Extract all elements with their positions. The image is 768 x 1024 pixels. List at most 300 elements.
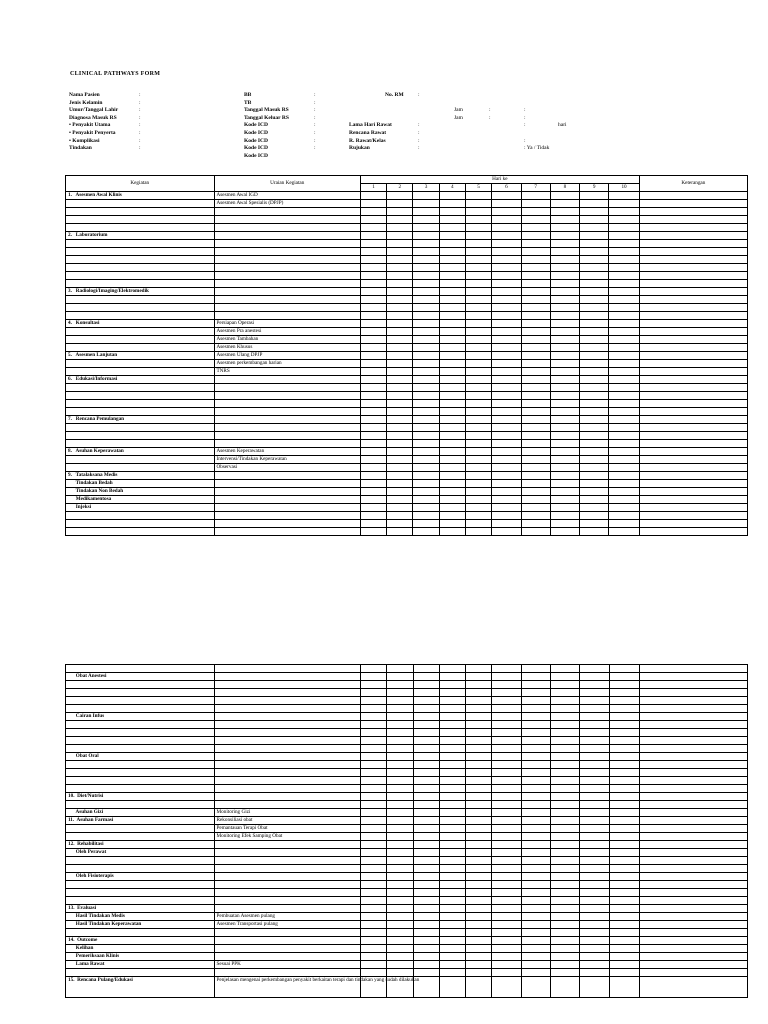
day-checkbox-cell[interactable]	[550, 945, 579, 953]
day-checkbox-cell[interactable]	[465, 240, 491, 248]
day-checkbox-cell[interactable]	[609, 392, 639, 400]
day-checkbox-cell[interactable]	[580, 977, 609, 998]
day-checkbox-cell[interactable]	[439, 937, 465, 945]
day-checkbox-cell[interactable]	[360, 520, 386, 528]
day-checkbox-cell[interactable]	[361, 881, 387, 889]
day-checkbox-cell[interactable]	[492, 520, 521, 528]
day-checkbox-cell[interactable]	[492, 416, 521, 424]
day-checkbox-cell[interactable]	[413, 288, 439, 296]
day-checkbox-cell[interactable]	[492, 224, 521, 232]
day-checkbox-cell[interactable]	[580, 520, 609, 528]
notes-cell[interactable]	[639, 833, 747, 841]
day-checkbox-cell[interactable]	[466, 873, 492, 881]
day-checkbox-cell[interactable]	[413, 312, 439, 320]
day-checkbox-cell[interactable]	[609, 793, 639, 801]
day-checkbox-cell[interactable]	[361, 673, 387, 681]
day-checkbox-cell[interactable]	[439, 785, 465, 793]
day-checkbox-cell[interactable]	[413, 945, 439, 953]
day-checkbox-cell[interactable]	[492, 464, 521, 472]
day-checkbox-cell[interactable]	[609, 745, 639, 753]
day-checkbox-cell[interactable]	[580, 432, 609, 440]
day-checkbox-cell[interactable]	[521, 881, 550, 889]
day-checkbox-cell[interactable]	[413, 721, 439, 729]
day-checkbox-cell[interactable]	[360, 312, 386, 320]
day-checkbox-cell[interactable]	[413, 889, 439, 897]
day-checkbox-cell[interactable]	[550, 793, 579, 801]
day-checkbox-cell[interactable]	[609, 833, 639, 841]
day-checkbox-cell[interactable]	[492, 753, 521, 761]
day-checkbox-cell[interactable]	[609, 272, 639, 280]
day-checkbox-cell[interactable]	[492, 761, 521, 769]
day-checkbox-cell[interactable]	[465, 464, 491, 472]
day-checkbox-cell[interactable]	[439, 432, 465, 440]
day-checkbox-cell[interactable]	[521, 753, 550, 761]
day-checkbox-cell[interactable]	[387, 432, 413, 440]
day-checkbox-cell[interactable]	[521, 464, 550, 472]
day-checkbox-cell[interactable]	[492, 456, 521, 464]
day-checkbox-cell[interactable]	[413, 929, 439, 937]
day-checkbox-cell[interactable]	[361, 793, 387, 801]
day-checkbox-cell[interactable]	[492, 488, 521, 496]
day-checkbox-cell[interactable]	[413, 376, 439, 384]
day-checkbox-cell[interactable]	[360, 480, 386, 488]
notes-cell[interactable]	[639, 849, 747, 857]
day-checkbox-cell[interactable]	[580, 721, 609, 729]
day-checkbox-cell[interactable]	[439, 721, 465, 729]
day-checkbox-cell[interactable]	[609, 336, 639, 344]
day-checkbox-cell[interactable]	[521, 833, 550, 841]
day-checkbox-cell[interactable]	[521, 264, 550, 272]
day-checkbox-cell[interactable]	[550, 865, 579, 873]
day-checkbox-cell[interactable]	[466, 929, 492, 937]
day-checkbox-cell[interactable]	[360, 528, 386, 536]
day-checkbox-cell[interactable]	[609, 432, 639, 440]
day-checkbox-cell[interactable]	[413, 809, 439, 817]
day-checkbox-cell[interactable]	[466, 857, 492, 865]
day-checkbox-cell[interactable]	[413, 713, 439, 721]
day-checkbox-cell[interactable]	[550, 232, 579, 240]
day-checkbox-cell[interactable]	[387, 304, 413, 312]
day-checkbox-cell[interactable]	[413, 857, 439, 865]
day-checkbox-cell[interactable]	[413, 777, 439, 785]
day-checkbox-cell[interactable]	[492, 841, 521, 849]
day-checkbox-cell[interactable]	[521, 673, 550, 681]
day-checkbox-cell[interactable]	[413, 528, 439, 536]
day-checkbox-cell[interactable]	[550, 737, 579, 745]
day-checkbox-cell[interactable]	[439, 681, 465, 689]
day-checkbox-cell[interactable]	[360, 384, 386, 392]
day-checkbox-cell[interactable]	[580, 504, 609, 512]
day-checkbox-cell[interactable]	[465, 328, 491, 336]
day-checkbox-cell[interactable]	[580, 841, 609, 849]
day-checkbox-cell[interactable]	[439, 352, 465, 360]
day-checkbox-cell[interactable]	[465, 232, 491, 240]
day-checkbox-cell[interactable]	[413, 328, 439, 336]
day-checkbox-cell[interactable]	[413, 448, 439, 456]
day-checkbox-cell[interactable]	[609, 977, 639, 998]
day-checkbox-cell[interactable]	[387, 801, 413, 809]
day-checkbox-cell[interactable]	[387, 681, 413, 689]
day-checkbox-cell[interactable]	[609, 256, 639, 264]
day-checkbox-cell[interactable]	[466, 841, 492, 849]
notes-cell[interactable]	[639, 224, 747, 232]
day-checkbox-cell[interactable]	[466, 849, 492, 857]
day-checkbox-cell[interactable]	[465, 424, 491, 432]
day-checkbox-cell[interactable]	[413, 304, 439, 312]
day-checkbox-cell[interactable]	[361, 961, 387, 969]
day-checkbox-cell[interactable]	[609, 464, 639, 472]
day-checkbox-cell[interactable]	[387, 520, 413, 528]
day-checkbox-cell[interactable]	[550, 681, 579, 689]
notes-cell[interactable]	[639, 464, 747, 472]
day-checkbox-cell[interactable]	[439, 713, 465, 721]
notes-cell[interactable]	[639, 512, 747, 520]
day-checkbox-cell[interactable]	[465, 208, 491, 216]
day-checkbox-cell[interactable]	[413, 352, 439, 360]
day-checkbox-cell[interactable]	[580, 729, 609, 737]
day-checkbox-cell[interactable]	[580, 456, 609, 464]
day-checkbox-cell[interactable]	[580, 248, 609, 256]
day-checkbox-cell[interactable]	[439, 689, 465, 697]
day-checkbox-cell[interactable]	[521, 897, 550, 905]
day-checkbox-cell[interactable]	[580, 360, 609, 368]
day-checkbox-cell[interactable]	[550, 296, 579, 304]
day-checkbox-cell[interactable]	[550, 673, 579, 681]
day-checkbox-cell[interactable]	[387, 296, 413, 304]
day-checkbox-cell[interactable]	[387, 488, 413, 496]
day-checkbox-cell[interactable]	[465, 432, 491, 440]
day-checkbox-cell[interactable]	[361, 737, 387, 745]
day-checkbox-cell[interactable]	[465, 472, 491, 480]
day-checkbox-cell[interactable]	[439, 777, 465, 785]
day-checkbox-cell[interactable]	[360, 512, 386, 520]
notes-cell[interactable]	[639, 240, 747, 248]
day-checkbox-cell[interactable]	[580, 793, 609, 801]
day-checkbox-cell[interactable]	[439, 424, 465, 432]
day-checkbox-cell[interactable]	[580, 416, 609, 424]
day-checkbox-cell[interactable]	[609, 472, 639, 480]
day-checkbox-cell[interactable]	[439, 512, 465, 520]
day-checkbox-cell[interactable]	[492, 929, 521, 937]
day-checkbox-cell[interactable]	[609, 865, 639, 873]
day-checkbox-cell[interactable]	[439, 488, 465, 496]
day-checkbox-cell[interactable]	[387, 865, 413, 873]
day-checkbox-cell[interactable]	[466, 689, 492, 697]
day-checkbox-cell[interactable]	[609, 913, 639, 921]
day-checkbox-cell[interactable]	[550, 496, 579, 504]
day-checkbox-cell[interactable]	[580, 312, 609, 320]
day-checkbox-cell[interactable]	[413, 400, 439, 408]
day-checkbox-cell[interactable]	[413, 865, 439, 873]
day-checkbox-cell[interactable]	[413, 681, 439, 689]
notes-cell[interactable]	[639, 376, 747, 384]
day-checkbox-cell[interactable]	[360, 216, 386, 224]
day-checkbox-cell[interactable]	[361, 777, 387, 785]
day-checkbox-cell[interactable]	[521, 344, 550, 352]
day-checkbox-cell[interactable]	[466, 769, 492, 777]
notes-cell[interactable]	[639, 384, 747, 392]
day-checkbox-cell[interactable]	[492, 785, 521, 793]
day-checkbox-cell[interactable]	[492, 368, 521, 376]
day-checkbox-cell[interactable]	[492, 240, 521, 248]
day-checkbox-cell[interactable]	[413, 280, 439, 288]
notes-cell[interactable]	[639, 200, 747, 208]
day-checkbox-cell[interactable]	[466, 881, 492, 889]
day-checkbox-cell[interactable]	[387, 216, 413, 224]
day-checkbox-cell[interactable]	[580, 785, 609, 793]
notes-cell[interactable]	[639, 488, 747, 496]
day-checkbox-cell[interactable]	[609, 873, 639, 881]
day-checkbox-cell[interactable]	[413, 472, 439, 480]
day-checkbox-cell[interactable]	[550, 977, 579, 998]
day-checkbox-cell[interactable]	[521, 456, 550, 464]
day-checkbox-cell[interactable]	[466, 753, 492, 761]
day-checkbox-cell[interactable]	[439, 889, 465, 897]
day-checkbox-cell[interactable]	[580, 376, 609, 384]
day-checkbox-cell[interactable]	[580, 689, 609, 697]
day-checkbox-cell[interactable]	[580, 272, 609, 280]
day-checkbox-cell[interactable]	[439, 873, 465, 881]
day-checkbox-cell[interactable]	[360, 208, 386, 216]
day-checkbox-cell[interactable]	[580, 881, 609, 889]
day-checkbox-cell[interactable]	[439, 472, 465, 480]
day-checkbox-cell[interactable]	[387, 496, 413, 504]
day-checkbox-cell[interactable]	[413, 424, 439, 432]
day-checkbox-cell[interactable]	[492, 873, 521, 881]
day-checkbox-cell[interactable]	[439, 793, 465, 801]
day-checkbox-cell[interactable]	[521, 256, 550, 264]
day-checkbox-cell[interactable]	[580, 953, 609, 961]
day-checkbox-cell[interactable]	[550, 929, 579, 937]
day-checkbox-cell[interactable]	[465, 224, 491, 232]
day-checkbox-cell[interactable]	[439, 921, 465, 929]
day-checkbox-cell[interactable]	[387, 689, 413, 697]
day-checkbox-cell[interactable]	[492, 528, 521, 536]
day-checkbox-cell[interactable]	[550, 969, 579, 977]
day-checkbox-cell[interactable]	[439, 945, 465, 953]
day-checkbox-cell[interactable]	[609, 288, 639, 296]
day-checkbox-cell[interactable]	[439, 977, 465, 998]
day-checkbox-cell[interactable]	[465, 264, 491, 272]
day-checkbox-cell[interactable]	[609, 761, 639, 769]
day-checkbox-cell[interactable]	[387, 809, 413, 817]
day-checkbox-cell[interactable]	[521, 368, 550, 376]
day-checkbox-cell[interactable]	[387, 192, 413, 200]
day-checkbox-cell[interactable]	[550, 256, 579, 264]
day-checkbox-cell[interactable]	[580, 817, 609, 825]
day-checkbox-cell[interactable]	[466, 721, 492, 729]
day-checkbox-cell[interactable]	[492, 801, 521, 809]
day-checkbox-cell[interactable]	[492, 913, 521, 921]
day-checkbox-cell[interactable]	[609, 368, 639, 376]
day-checkbox-cell[interactable]	[360, 424, 386, 432]
day-checkbox-cell[interactable]	[465, 320, 491, 328]
day-checkbox-cell[interactable]	[387, 464, 413, 472]
day-checkbox-cell[interactable]	[413, 360, 439, 368]
day-checkbox-cell[interactable]	[492, 777, 521, 785]
day-checkbox-cell[interactable]	[439, 528, 465, 536]
notes-cell[interactable]	[639, 272, 747, 280]
day-checkbox-cell[interactable]	[609, 817, 639, 825]
day-checkbox-cell[interactable]	[580, 464, 609, 472]
day-checkbox-cell[interactable]	[439, 705, 465, 713]
day-checkbox-cell[interactable]	[609, 961, 639, 969]
day-checkbox-cell[interactable]	[492, 504, 521, 512]
day-checkbox-cell[interactable]	[550, 769, 579, 777]
day-checkbox-cell[interactable]	[439, 953, 465, 961]
day-checkbox-cell[interactable]	[439, 448, 465, 456]
day-checkbox-cell[interactable]	[580, 913, 609, 921]
day-checkbox-cell[interactable]	[580, 296, 609, 304]
day-checkbox-cell[interactable]	[550, 224, 579, 232]
day-checkbox-cell[interactable]	[521, 761, 550, 769]
day-checkbox-cell[interactable]	[439, 881, 465, 889]
day-checkbox-cell[interactable]	[580, 392, 609, 400]
day-checkbox-cell[interactable]	[439, 865, 465, 873]
day-checkbox-cell[interactable]	[550, 456, 579, 464]
day-checkbox-cell[interactable]	[387, 817, 413, 825]
day-checkbox-cell[interactable]	[439, 360, 465, 368]
day-checkbox-cell[interactable]	[413, 256, 439, 264]
day-checkbox-cell[interactable]	[361, 945, 387, 953]
day-checkbox-cell[interactable]	[387, 729, 413, 737]
day-checkbox-cell[interactable]	[492, 665, 521, 673]
day-checkbox-cell[interactable]	[387, 913, 413, 921]
day-checkbox-cell[interactable]	[413, 264, 439, 272]
day-checkbox-cell[interactable]	[387, 929, 413, 937]
day-checkbox-cell[interactable]	[387, 785, 413, 793]
day-checkbox-cell[interactable]	[521, 937, 550, 945]
day-checkbox-cell[interactable]	[550, 801, 579, 809]
day-checkbox-cell[interactable]	[439, 248, 465, 256]
day-checkbox-cell[interactable]	[492, 480, 521, 488]
day-checkbox-cell[interactable]	[609, 248, 639, 256]
day-checkbox-cell[interactable]	[521, 288, 550, 296]
day-checkbox-cell[interactable]	[387, 384, 413, 392]
day-checkbox-cell[interactable]	[361, 849, 387, 857]
day-checkbox-cell[interactable]	[521, 272, 550, 280]
day-checkbox-cell[interactable]	[361, 833, 387, 841]
day-checkbox-cell[interactable]	[580, 496, 609, 504]
day-checkbox-cell[interactable]	[465, 256, 491, 264]
notes-cell[interactable]	[639, 673, 747, 681]
day-checkbox-cell[interactable]	[550, 448, 579, 456]
day-checkbox-cell[interactable]	[550, 408, 579, 416]
day-checkbox-cell[interactable]	[439, 504, 465, 512]
day-checkbox-cell[interactable]	[360, 504, 386, 512]
day-checkbox-cell[interactable]	[580, 480, 609, 488]
day-checkbox-cell[interactable]	[413, 224, 439, 232]
day-checkbox-cell[interactable]	[465, 520, 491, 528]
day-checkbox-cell[interactable]	[439, 240, 465, 248]
day-checkbox-cell[interactable]	[550, 665, 579, 673]
notes-cell[interactable]	[639, 745, 747, 753]
day-checkbox-cell[interactable]	[361, 865, 387, 873]
day-checkbox-cell[interactable]	[360, 272, 386, 280]
day-checkbox-cell[interactable]	[492, 248, 521, 256]
day-checkbox-cell[interactable]	[413, 697, 439, 705]
day-checkbox-cell[interactable]	[465, 392, 491, 400]
day-checkbox-cell[interactable]	[387, 280, 413, 288]
day-checkbox-cell[interactable]	[521, 809, 550, 817]
notes-cell[interactable]	[639, 889, 747, 897]
day-checkbox-cell[interactable]	[492, 745, 521, 753]
day-checkbox-cell[interactable]	[387, 769, 413, 777]
day-checkbox-cell[interactable]	[580, 384, 609, 392]
day-checkbox-cell[interactable]	[466, 897, 492, 905]
day-checkbox-cell[interactable]	[521, 737, 550, 745]
day-checkbox-cell[interactable]	[492, 320, 521, 328]
notes-cell[interactable]	[639, 721, 747, 729]
day-checkbox-cell[interactable]	[360, 200, 386, 208]
day-checkbox-cell[interactable]	[609, 448, 639, 456]
day-checkbox-cell[interactable]	[521, 889, 550, 897]
day-checkbox-cell[interactable]	[439, 817, 465, 825]
day-checkbox-cell[interactable]	[465, 248, 491, 256]
day-checkbox-cell[interactable]	[439, 496, 465, 504]
day-checkbox-cell[interactable]	[466, 777, 492, 785]
day-checkbox-cell[interactable]	[361, 953, 387, 961]
day-checkbox-cell[interactable]	[609, 937, 639, 945]
notes-cell[interactable]	[639, 304, 747, 312]
day-checkbox-cell[interactable]	[609, 280, 639, 288]
day-checkbox-cell[interactable]	[609, 737, 639, 745]
day-checkbox-cell[interactable]	[521, 240, 550, 248]
day-checkbox-cell[interactable]	[521, 280, 550, 288]
notes-cell[interactable]	[639, 913, 747, 921]
day-checkbox-cell[interactable]	[466, 953, 492, 961]
day-checkbox-cell[interactable]	[360, 320, 386, 328]
day-checkbox-cell[interactable]	[521, 801, 550, 809]
day-checkbox-cell[interactable]	[580, 328, 609, 336]
day-checkbox-cell[interactable]	[521, 681, 550, 689]
day-checkbox-cell[interactable]	[580, 264, 609, 272]
day-checkbox-cell[interactable]	[550, 825, 579, 833]
day-checkbox-cell[interactable]	[521, 793, 550, 801]
day-checkbox-cell[interactable]	[361, 873, 387, 881]
day-checkbox-cell[interactable]	[387, 761, 413, 769]
day-checkbox-cell[interactable]	[580, 448, 609, 456]
day-checkbox-cell[interactable]	[361, 929, 387, 937]
day-checkbox-cell[interactable]	[550, 921, 579, 929]
day-checkbox-cell[interactable]	[550, 392, 579, 400]
day-checkbox-cell[interactable]	[413, 216, 439, 224]
day-checkbox-cell[interactable]	[550, 817, 579, 825]
day-checkbox-cell[interactable]	[492, 200, 521, 208]
day-checkbox-cell[interactable]	[492, 697, 521, 705]
day-checkbox-cell[interactable]	[387, 480, 413, 488]
day-checkbox-cell[interactable]	[387, 745, 413, 753]
day-checkbox-cell[interactable]	[361, 753, 387, 761]
day-checkbox-cell[interactable]	[439, 737, 465, 745]
day-checkbox-cell[interactable]	[387, 673, 413, 681]
day-checkbox-cell[interactable]	[413, 729, 439, 737]
day-checkbox-cell[interactable]	[439, 809, 465, 817]
day-checkbox-cell[interactable]	[550, 248, 579, 256]
day-checkbox-cell[interactable]	[492, 496, 521, 504]
day-checkbox-cell[interactable]	[439, 376, 465, 384]
day-checkbox-cell[interactable]	[439, 328, 465, 336]
day-checkbox-cell[interactable]	[387, 312, 413, 320]
day-checkbox-cell[interactable]	[465, 448, 491, 456]
day-checkbox-cell[interactable]	[413, 673, 439, 681]
day-checkbox-cell[interactable]	[521, 440, 550, 448]
day-checkbox-cell[interactable]	[550, 280, 579, 288]
day-checkbox-cell[interactable]	[580, 865, 609, 873]
day-checkbox-cell[interactable]	[521, 512, 550, 520]
day-checkbox-cell[interactable]	[360, 496, 386, 504]
day-checkbox-cell[interactable]	[492, 280, 521, 288]
